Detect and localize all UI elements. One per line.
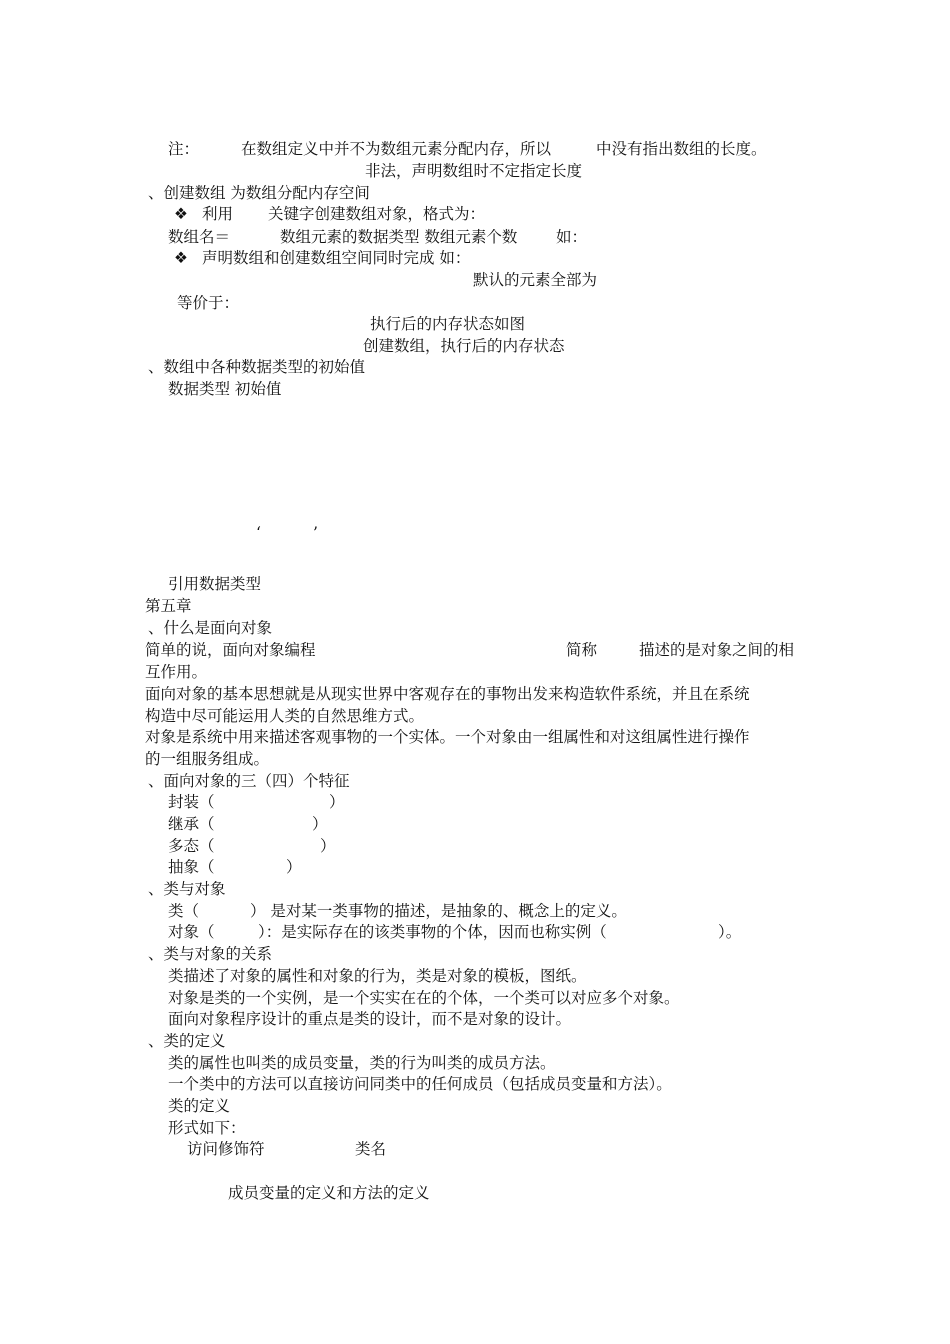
object-text-c: ）。	[718, 923, 742, 941]
char-quote-open: ‘	[256, 524, 261, 542]
class-text-b: ） 是对某一类事物的描述，是抽象的、概念上的定义。	[250, 902, 627, 920]
note-text-1: 在数组定义中并不为数组元素分配内存，所以	[241, 140, 552, 158]
format-text-c: 如：	[556, 228, 588, 246]
format-text-b: 数组元素的数据类型 数组元素个数	[280, 228, 518, 246]
create-array-heading: 、创建数组 为数组分配内存空间	[148, 184, 370, 202]
feature-polymorphism-close: ）	[320, 837, 336, 855]
simple-text-c: 描述的是对象之间的相	[639, 641, 795, 659]
basic-idea-line-2: 构造中尽可能运用人类的自然思维方式。	[145, 707, 425, 725]
object-text-a: 对象（	[168, 923, 215, 941]
relation-line-1: 类描述了对象的属性和对象的行为，类是对象的模板，图纸。	[168, 967, 587, 985]
access-modifier-text: 访问修饰符	[187, 1140, 265, 1158]
table-header: 数据类型 初始值	[168, 380, 282, 398]
simple-text-b: 简称	[566, 641, 598, 659]
illegal-note: 非法，声明数组时不定指定长度	[365, 162, 583, 180]
features-heading: 、面向对象的三（四）个特征	[148, 772, 350, 790]
memory-after-text: 执行后的内存状态如图	[370, 315, 526, 333]
members-text: 成员变量的定义和方法的定义	[228, 1184, 430, 1202]
feature-polymorphism: 多态（	[168, 837, 215, 855]
class-def-line-3: 类的定义	[168, 1097, 231, 1115]
char-quote-close: ’	[313, 524, 318, 542]
use-new-text-b: 关键字创建数组对象，格式为：	[268, 205, 486, 223]
simple-text-d: 互作用。	[145, 663, 208, 681]
what-oo-heading: 、什么是面向对象	[148, 619, 273, 637]
relation-heading: 、类与对象的关系	[148, 945, 273, 963]
simple-text-a: 简单的说，面向对象编程	[145, 641, 316, 659]
class-def-heading: 、类的定义	[148, 1032, 226, 1050]
bullet-icon: ❖	[174, 249, 188, 267]
relation-line-2: 对象是类的一个实例，是一个实实在在的个体，一个类可以对应多个对象。	[168, 989, 680, 1007]
object-text-b: ）：是实际存在的该类事物的个体，因而也称实例（	[258, 923, 607, 941]
initial-values-heading: 、数组中各种数据类型的初始值	[148, 358, 366, 376]
object-def-line-2: 的一组服务组成。	[145, 750, 270, 768]
format-text-a: 数组名＝	[168, 228, 231, 246]
feature-inheritance: 继承（	[168, 815, 215, 833]
object-def-line-1: 对象是系统中用来描述客观事物的一个实体。一个对象由一组属性和对这组属性进行操作	[145, 728, 750, 746]
class-def-line-1: 类的属性也叫类的成员变量，类的行为叫类的成员方法。	[168, 1054, 556, 1072]
reference-type-text: 引用数据类型	[168, 575, 262, 593]
basic-idea-line-1: 面向对象的基本思想就是从现实世界中客观存在的事物出发来构造软件系统，并且在系统	[145, 685, 750, 703]
class-text-a: 类（	[168, 902, 200, 920]
note-text-2: 中没有指出数组的长度。	[596, 140, 767, 158]
feature-inheritance-close: ）	[312, 815, 328, 833]
class-def-line-4: 形式如下：	[168, 1119, 246, 1137]
feature-abstraction-close: ）	[286, 858, 302, 876]
create-memory-caption: 创建数组，执行后的内存状态	[363, 337, 565, 355]
relation-line-3: 面向对象程序设计的重点是类的设计，而不是对象的设计。	[168, 1010, 572, 1028]
equivalent-text: 等价于：	[177, 294, 240, 312]
note-label: 注：	[168, 140, 200, 158]
class-def-line-2: 一个类中的方法可以直接访问同类中的任何成员（包括成员变量和方法）。	[168, 1075, 672, 1093]
feature-encapsulation: 封装（	[168, 793, 215, 811]
class-object-heading: 、类与对象	[148, 880, 226, 898]
feature-encapsulation-close: ）	[329, 793, 345, 811]
chapter-title: 第五章	[145, 597, 192, 615]
class-name-text: 类名	[355, 1140, 387, 1158]
feature-abstraction: 抽象（	[168, 858, 215, 876]
use-new-text-a: 利用	[202, 205, 234, 223]
default-elements-text: 默认的元素全部为	[473, 271, 598, 289]
bullet-icon: ❖	[174, 205, 188, 223]
declare-create-text: 声明数组和创建数组空间同时完成 如：	[202, 249, 471, 267]
